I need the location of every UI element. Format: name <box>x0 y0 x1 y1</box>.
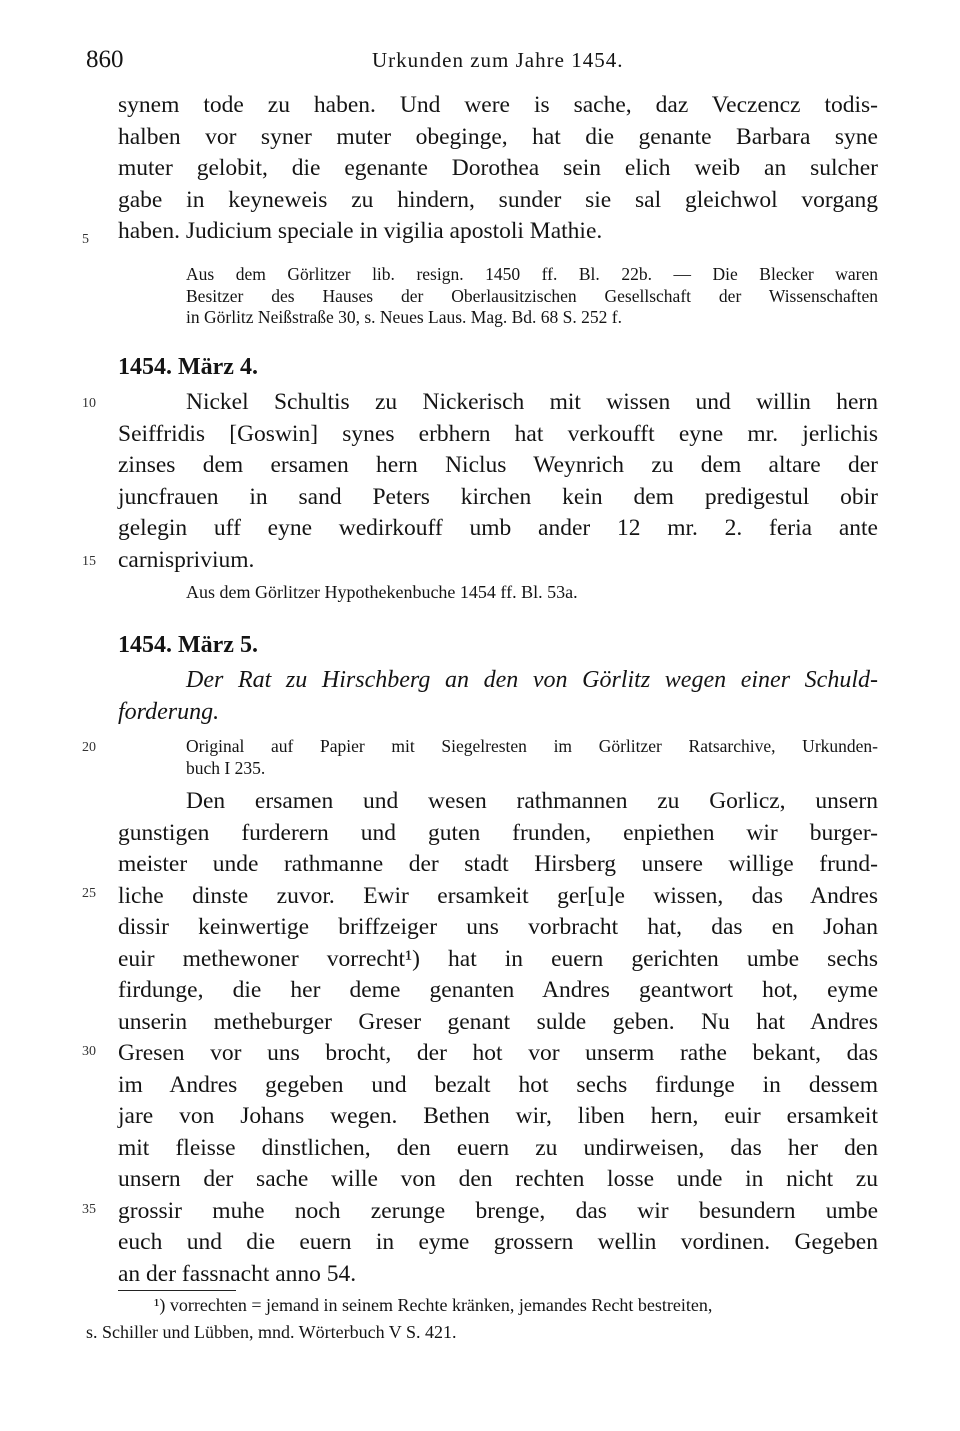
source-line: in Görlitz Neißstraße 30, s. Neues Laus. Mag. Bd. 68 S. 252 f. <box>186 307 622 327</box>
running-title: Urkunden zum Jahre 1454. <box>372 48 624 72</box>
text-line: mit fleisse dinstlichen, den euern zu undirweisen, das her den <box>118 1134 878 1161</box>
text-line: euch und die euern in eyme grossern wellin vordinen. Gegeben <box>118 1229 878 1255</box>
title-line: forderung. <box>118 699 220 725</box>
title-line: Der Rat zu Hirschberg an den von Görlitz wegen einer Schuld- <box>186 667 878 693</box>
entry-body <box>118 387 878 576</box>
text-line: gunstigen furderern und guten frunden, enpiethen wir burger- <box>118 819 878 846</box>
entry-source <box>186 736 878 779</box>
footnote-line: s. Schiller und Lübben, mnd. Wörterbuch V S. 421. <box>86 1322 457 1342</box>
text-line: dissir keinwertige briffzeiger uns vorbracht hat, das en Johan <box>118 914 878 940</box>
text-line: halben vor syner muter obeginge, hat die genante Barbara syne <box>118 123 878 150</box>
margin-line-number: 35 <box>82 1202 96 1217</box>
margin-line-number: 10 <box>82 396 96 411</box>
text-line: juncfrauen in sand Peters kirchen kein dem predigestul obir <box>118 483 878 510</box>
entry-body <box>118 786 878 1290</box>
text-line: im Andres gegeben und bezalt hot sechs firdunge in dessem <box>118 1071 878 1098</box>
footnote <box>86 1292 878 1346</box>
text-line: unsern der sache wille von den rechten losse unde in nicht zu <box>118 1166 878 1192</box>
entry-source <box>186 582 878 604</box>
source-line: Aus dem Görlitzer lib. resign. 1450 ff. Bl. 22b. — Die Blecker waren <box>186 264 878 284</box>
margin-line-number: 5 <box>82 232 89 247</box>
source-line: buch I 235. <box>186 757 266 778</box>
entry-title <box>118 664 878 728</box>
prev-entry-body <box>118 90 878 248</box>
text-line: synem tode zu haben. Und were is sache, daz Veczencz todis- <box>118 92 878 118</box>
page-number: 860 <box>86 46 124 73</box>
text-line: Gresen vor uns brocht, der hot vor unserm rathe bekant, das <box>118 1040 878 1066</box>
text-line: carnisprivium. <box>118 546 255 573</box>
footnote-line: ¹) vorrechten = jemand in seinem Rechte kränken, jemandes Recht bestreiten, <box>154 1295 713 1315</box>
entry-date-heading: 1454. März 5. <box>118 632 258 658</box>
source-line: Original auf Papier mit Siegelresten im Görlitzer Ratsarchive, Urkunden- <box>186 736 878 756</box>
text-line: liche dinste zuvor. Ewir ersamkeit ger[u]e wissen, das Andres <box>118 882 878 909</box>
text-line: grossir muhe noch zerunge brenge, das wir besundern umbe <box>118 1197 878 1224</box>
margin-line-number: 25 <box>82 886 96 901</box>
text-line: muter gelobit, die egenante Dorothea sein elich weib an sulcher <box>118 155 878 181</box>
text-line: Seiffridis [Goswin] synes erbhern hat verkoufft eyne mr. jerlichis <box>118 420 878 447</box>
margin-line-number: 30 <box>82 1044 96 1059</box>
text-line: gelegin uff eyne wedirkouff umb ander 12 mr. 2. feria ante <box>118 515 878 541</box>
source-line: Aus dem Görlitzer Hypothekenbuche 1454 ff. Bl. 53a. <box>186 582 578 602</box>
text-line: zinses dem ersamen hern Niclus Weynrich zu dem altare der <box>118 452 878 478</box>
text-line: euir methewoner vorrecht¹) hat in euern gerichten umbe sechs <box>118 945 878 972</box>
source-line: Besitzer des Hauses der Oberlausitzischen Gesellschaft der Wissenschaften <box>186 285 878 306</box>
text-line: haben. Judicium speciale in vigilia apostoli Mathie. <box>118 218 603 244</box>
text-line: Nickel Schultis zu Nickerisch mit wissen und willin hern <box>186 389 878 415</box>
margin-line-number: 15 <box>82 554 96 569</box>
entry-date-heading: 1454. März 4. <box>118 354 258 380</box>
footnote-rule <box>118 1290 236 1291</box>
text-line: meister unde rathmanne der stadt Hirsberg unsere willige frund- <box>118 851 878 877</box>
text-line: Den ersamen und wesen rathmannen zu Gorlicz, unsern <box>186 788 878 814</box>
prev-entry-source <box>186 264 878 329</box>
text-line: firdunge, die her deme genanten Andres geantwort hot, eyme <box>118 977 878 1003</box>
text-line: gabe in keyneweis zu hindern, sunder sie sal gleichwol vorgang <box>118 186 878 213</box>
text-line: jare von Johans wegen. Bethen wir, liben hern, euir ersamkeit <box>118 1103 878 1129</box>
text-line: unserin metheburger Greser genant sulde geben. Nu hat Andres <box>118 1008 878 1035</box>
margin-line-number: 20 <box>82 740 96 755</box>
text-line: an der fassnacht anno 54. <box>118 1260 357 1287</box>
